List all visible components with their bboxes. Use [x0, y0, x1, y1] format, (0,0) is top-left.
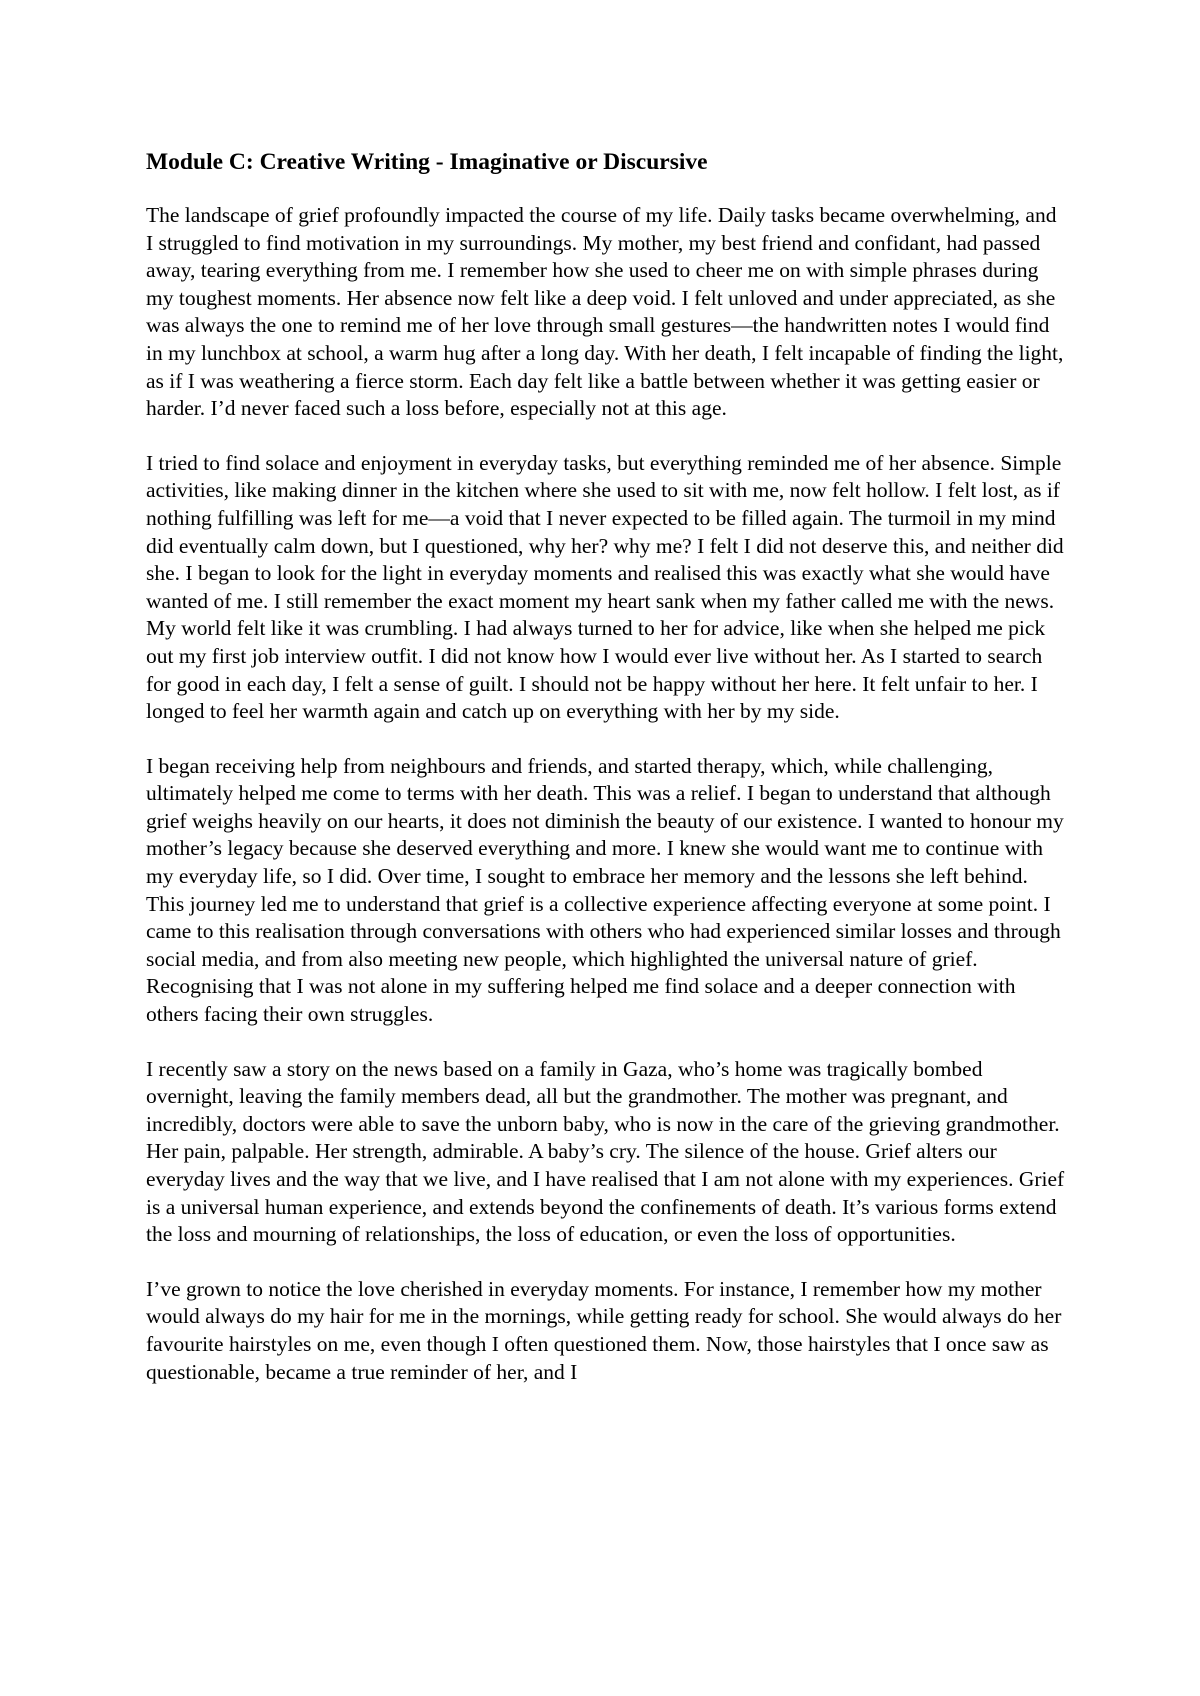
document-body: [146, 146, 1066, 1413]
paragraph-5: I’ve grown to notice the love cherished in everyday moments. For instance, I remember how my mother would always do my hair for me in the mornings, while getting ready for school. She would always do her favourite hairstyles on me, even though I often questioned them. Now, those hairstyles that I once saw as questionable, became a true reminder of her, and I: [146, 1276, 1062, 1384]
document-title: Module C: Creative Writing - Imaginative or Discursive: [146, 149, 708, 175]
paragraph-2: I tried to find solace and enjoyment in everyday tasks, but everything reminded me of her absence. Simple activities, like making dinner in the kitchen where she used to sit with me, now felt hollow. I felt lost, as if nothing fulfilling was left for me—a void that I never expected to be filled again. The turmoil in my mind did eventually calm down, but I questioned, why her? why me? I felt I did not deserve this, and neither did she. I began to look for the light in everyday moments and realised this was exactly what she would have wanted of me. I still remember the exact moment my heart sank when my father called me with the news. My world felt like it was crumbling. I had always turned to her for advice, like when she helped me pick out my first job interview outfit. I did not know how I would ever live without her. As I started to search for good in each day, I felt a sense of guilt. I should not be happy without her here. It felt unfair to her. I longed to feel her warmth again and catch up on everything with her by my side.: [146, 450, 1064, 724]
paragraph-4: I recently saw a story on the news based on a family in Gaza, who’s home was tragically bombed overnight, leaving the family members dead, all but the grandmother. The mother was pregnant, and incredibly, doctors were able to save the unborn baby, who is now in the care of the grieving grandmother. Her pain, palpable. Her strength, admirable. A baby’s cry. The silence of the house. Grief alters our everyday lives and the way that we live, and I have realised that I am not alone with my experiences. Grief is a universal human experience, and extends beyond the confinements of death. It’s various forms extend the loss and mourning of relationships, the loss of education, or even the loss of opportunities.: [146, 1056, 1065, 1247]
paragraph-1: The landscape of grief profoundly impacted the course of my life. Daily tasks became overwhelming, and I struggled to find motivation in my surroundings. My mother, my best friend and confidant, had passed away, tearing everything from me. I remember how she used to cheer me on with simple phrases during my toughest moments. Her absence now felt like a deep void. I felt unloved and under appreciated, as she was always the one to remind me of her love through small gestures—the handwritten notes I would find in my lunchbox at school, a warm hug after a long day. With her death, I felt incapable of finding the light, as if I was weathering a fierce storm. Each day felt like a battle between whether it was getting easier or harder. I’d never faced such a loss before, especially not at this age.: [146, 203, 1064, 421]
paragraph-3: I began receiving help from neighbours and friends, and started therapy, which, while challenging, ultimately helped me come to terms with her death. This was a relief. I began to understand that although grief weighs heavily on our hearts, it does not diminish the beauty of our existence. I wanted to honour my mother’s legacy because she deserved everything and more. I knew she would want me to continue with my everyday life, so I did. Over time, I sought to embrace her memory and the lessons she left behind. This journey led me to understand that grief is a collective experience affecting everyone at some point. I came to this realisation through conversations with others who had experienced similar losses and through social media, and from also meeting new people, which highlighted the universal nature of grief. Recognising that I was not alone in my suffering helped me find solace and a deeper connection with others facing their own struggles.: [146, 753, 1064, 1027]
